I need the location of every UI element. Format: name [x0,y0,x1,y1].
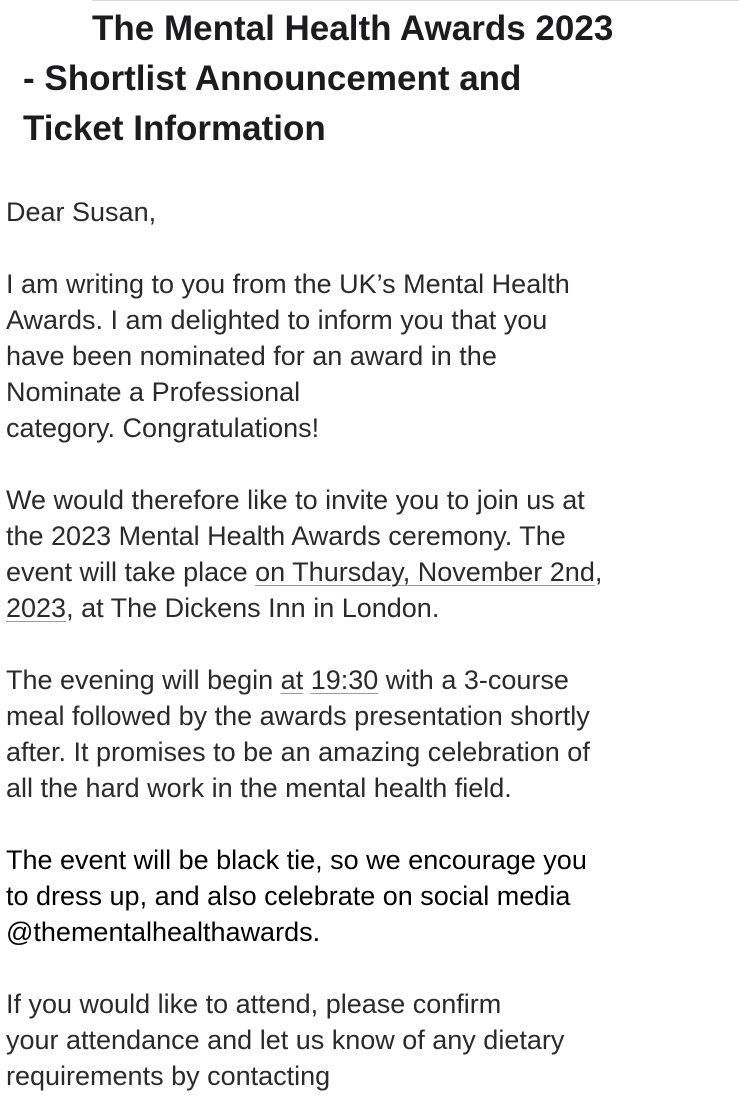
body-line: category. Congratulations! [6,413,320,443]
body-line: to dress up, and also celebrate on social media [6,881,571,911]
body-line: after. It promises to be an amazing celebration of [6,737,590,767]
body-line [6,662,736,698]
body-line [6,554,736,590]
paragraph-invitation [6,482,736,626]
event-date-link[interactable]: on Thursday, November 2nd [255,557,595,587]
paragraph-dress-code [6,842,736,950]
paragraph-gap [6,446,736,482]
body-line [6,590,736,626]
body-text-span: , [594,557,603,587]
email-body [6,194,736,1094]
body-line: your attendance and let us know of any dietary [6,1025,565,1055]
body-text-span: event will take place [6,557,256,587]
body-text-span: with a 3-course [378,665,569,695]
subject-line-2: - Shortlist Announcement and [23,59,522,98]
paragraph-gap [6,230,736,266]
body-line: I am writing to you from the UK’s Mental Health [6,269,570,299]
body-line: The event will be black tie, so we encourage you [6,845,587,875]
body-line: If you would like to attend, please confirm [6,989,502,1019]
body-line: Awards. I am delighted to inform you that you [6,305,548,335]
paragraph-schedule [6,662,736,806]
event-year-link[interactable]: 2023 [6,593,67,623]
paragraph-nomination [6,266,736,446]
body-line: requirements by contacting [6,1061,331,1091]
email-subject [23,4,723,154]
body-text-span [303,665,311,695]
greeting: Dear Susan, [6,197,157,227]
body-line: meal followed by the awards presentation shortly [6,701,590,731]
paragraph-rsvp [6,986,736,1094]
paragraph-gap [6,626,736,662]
body-line: the 2023 Mental Health Awards ceremony. The [6,521,566,551]
body-line: have been nominated for an award in the [6,341,497,371]
paragraph-gap [6,806,736,842]
body-text-span: , at The Dickens Inn in London. [66,593,440,623]
event-at-link[interactable]: at [280,665,304,695]
body-line: Nominate a Professional [6,377,301,407]
event-time-link[interactable]: 19:30 [310,665,379,695]
body-text-span: The evening will begin [6,665,281,695]
subject-line-1: The Mental Health Awards 2023 [92,9,614,48]
body-line: We would therefore like to invite you to join us at [6,485,585,515]
subject-line-3: Ticket Information [23,109,326,148]
body-line: all the hard work in the mental health field. [6,773,512,803]
paragraph-gap [6,950,736,986]
social-handle: @thementalhealthawards. [6,917,321,947]
